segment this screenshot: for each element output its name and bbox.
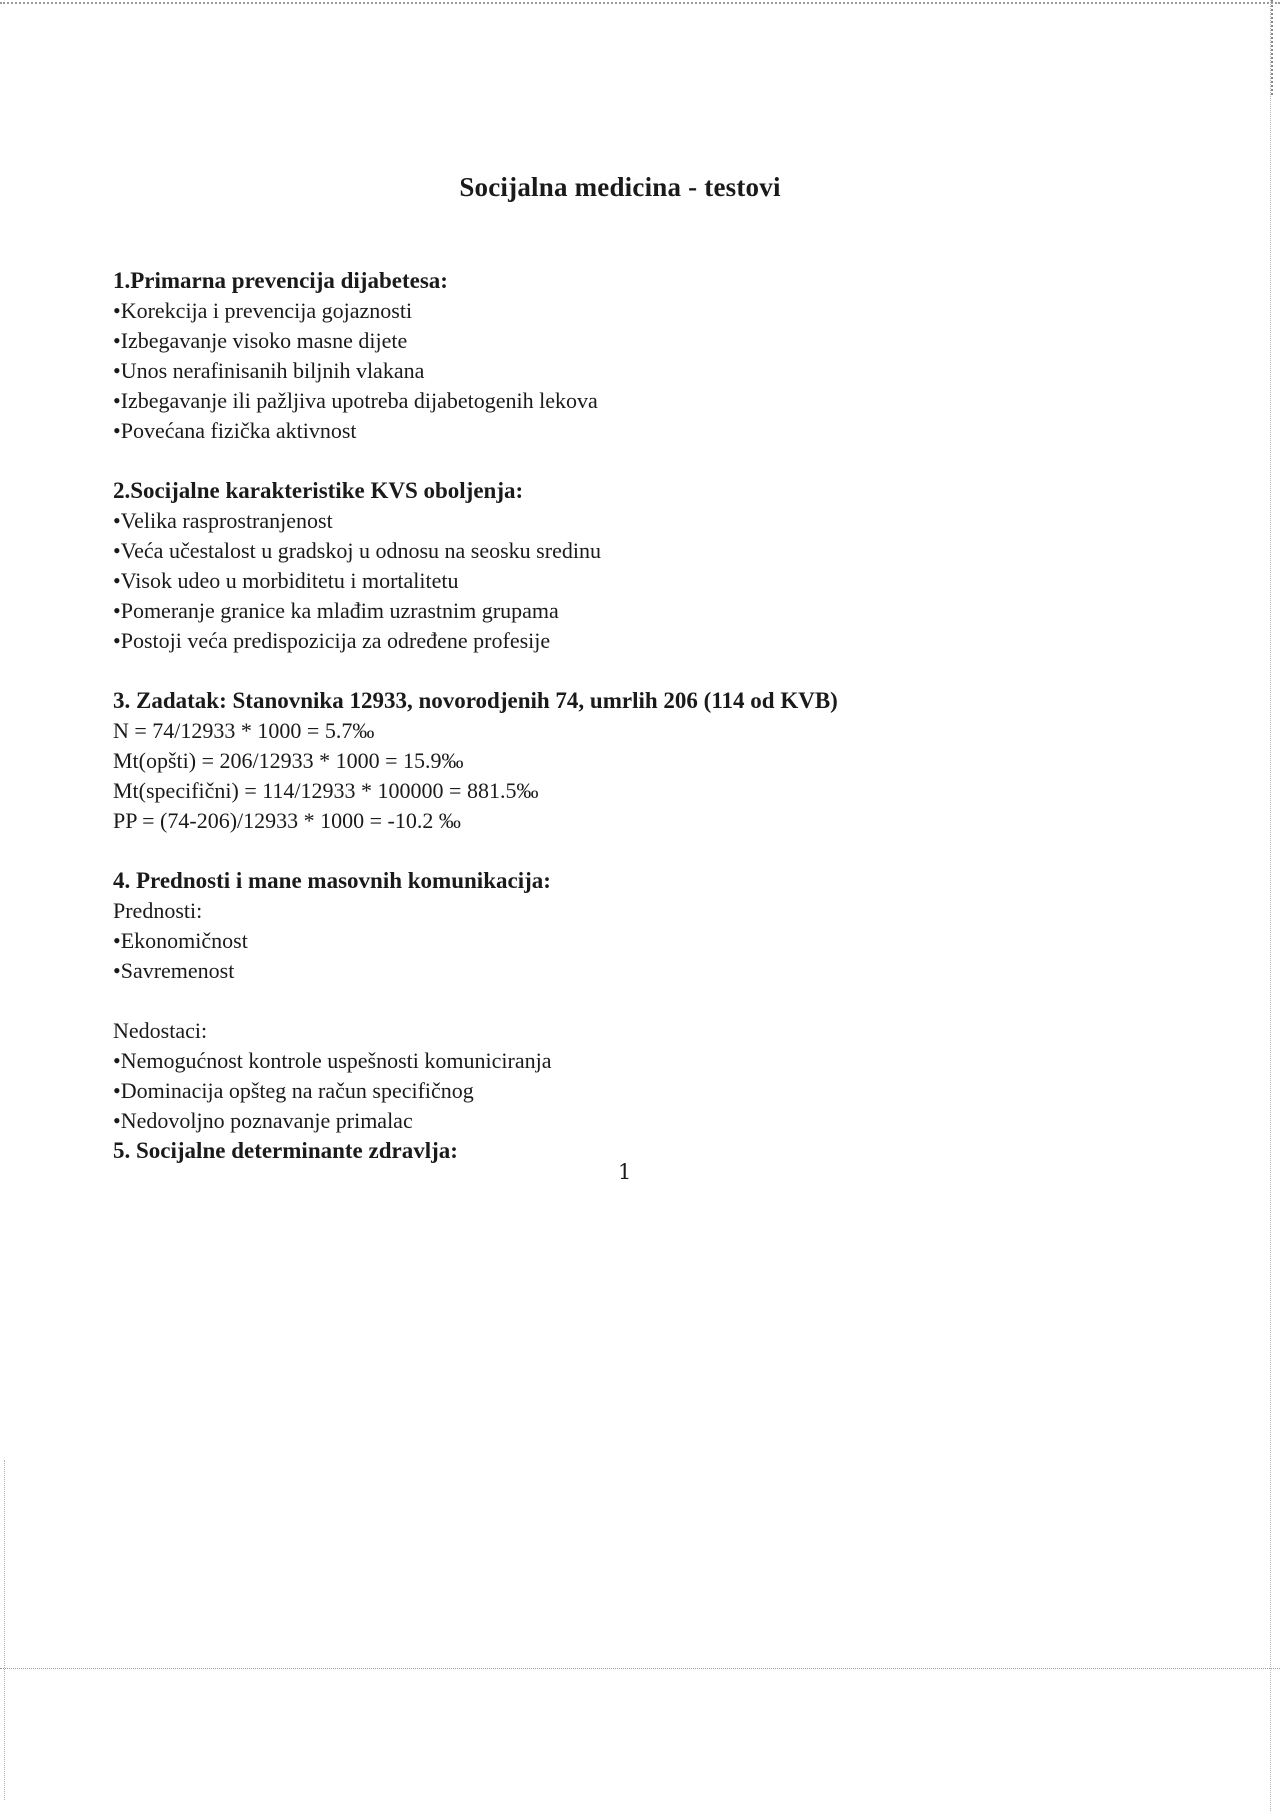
- list-item: • Ekonomičnost: [113, 926, 1153, 956]
- scan-artifact-top-edge: [0, 2, 1280, 4]
- section-social-determinants: [113, 1136, 1153, 1166]
- section-mass-communication: [113, 866, 1153, 1136]
- list-item: • Visok udeo u morbiditetu i mortalitetu: [113, 566, 1153, 596]
- list-item: • Pomeranje granice ka mlađim uzrastnim grupama: [113, 596, 1153, 626]
- disadvantages-label: Nedostaci:: [113, 1018, 208, 1043]
- scan-artifact-right-corner: [1271, 0, 1273, 95]
- list-item: • Unos nerafinisanih biljnih vlakana: [113, 356, 1153, 386]
- list-item: • Postoji veća predispozicija za određene profesije: [113, 626, 1153, 656]
- document-body: [113, 266, 1153, 1166]
- formula-line: PP = (74-206)/12933 * 1000 = -10.2 ‰: [113, 808, 461, 833]
- section-diabetes-prevention: [113, 266, 1153, 446]
- section-kvs-characteristics: [113, 476, 1153, 656]
- formula-line: Mt(specifični) = 114/12933 * 100000 = 881.5‰: [113, 778, 539, 803]
- list-item: • Povećana fizička aktivnost: [113, 416, 1153, 446]
- formula-line: N = 74/12933 * 1000 = 5.7‰: [113, 718, 375, 743]
- formula-line: Mt(opšti) = 206/12933 * 1000 = 15.9‰: [113, 748, 464, 773]
- advantages-label: Prednosti:: [113, 898, 203, 923]
- list-item: • Nemogućnost kontrole uspešnosti komuniciranja: [113, 1046, 1153, 1076]
- list-item: • Velika rasprostranjenost: [113, 506, 1153, 536]
- section-task: [113, 686, 1153, 836]
- list-item: • Savremenost: [113, 956, 1153, 986]
- scan-artifact-bottom-line: [0, 1668, 1280, 1669]
- list-item: • Izbegavanje ili pažljiva upotreba dijabetogenih lekova: [113, 386, 1153, 416]
- list-item: • Nedovoljno poznavanje primalac: [113, 1106, 1153, 1136]
- section-heading: 4. Prednosti i mane masovnih komunikacija:: [113, 868, 551, 893]
- list-item: • Veća učestalost u gradskoj u odnosu na seosku sredinu: [113, 536, 1153, 566]
- document-title: Socijalna medicina - testovi: [459, 172, 781, 202]
- spacer: [113, 986, 1153, 1016]
- section-heading: 5. Socijalne determinante zdravlja:: [113, 1138, 458, 1163]
- section-heading: 3. Zadatak: Stanovnika 12933, novorodjenih 74, umrlih 206 (114 od KVB): [113, 688, 838, 713]
- list-item: • Korekcija i prevencija gojaznosti: [113, 296, 1153, 326]
- list-item: • Izbegavanje visoko masne dijete: [113, 326, 1153, 356]
- section-heading: 1.Primarna prevencija dijabetesa:: [113, 268, 448, 293]
- list-item: • Dominacija opšteg na račun specifičnog: [113, 1076, 1153, 1106]
- page-number: 1: [618, 1160, 632, 1184]
- scan-artifact-right-edge: [1270, 0, 1271, 1811]
- section-heading: 2.Socijalne karakteristike KVS oboljenja:: [113, 478, 524, 503]
- scan-artifact-left-edge: [4, 1460, 5, 1800]
